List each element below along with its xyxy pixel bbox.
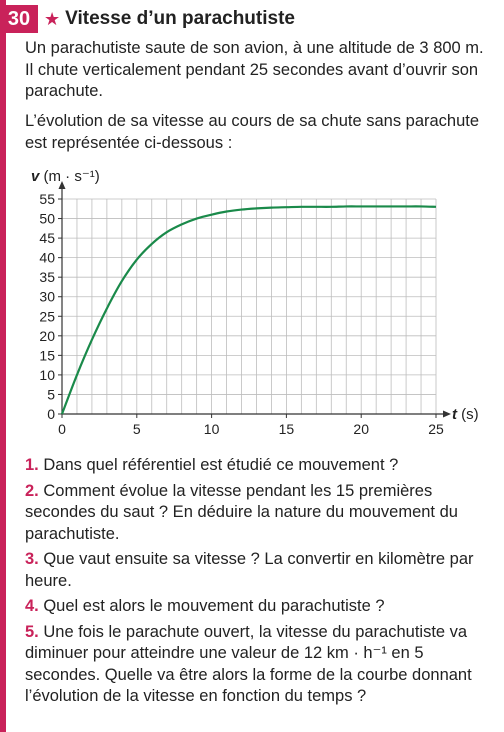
y-axis-unit: (m · s⁻¹) (39, 168, 100, 185)
x-axis-symbol: t (452, 406, 457, 423)
questions-list (25, 455, 495, 712)
question-2 (25, 481, 495, 546)
question-text: Une fois le parachute ouvert, la vitesse du parachutiste va diminuer pour atteindre une valeur de 12 km · h⁻¹ en 5 secondes. Quelle va être alors la forme de la courbe donnant l’évolution de la vitesse en fonction du temps ? (25, 622, 472, 705)
question-1 (25, 455, 495, 477)
y-tick-label: 5 (47, 386, 55, 403)
question-number: 5. (25, 622, 39, 641)
left-accent-bar (0, 0, 6, 732)
exercise-number: 30 (0, 5, 38, 33)
x-tick-label: 25 (428, 421, 444, 437)
x-axis-unit: (s) (457, 406, 479, 423)
question-number: 1. (25, 456, 39, 474)
question-number: 2. (25, 481, 39, 500)
intro-paragraph-2: L’évolution de sa vitesse au cours de sa chute sans parachute est représentée ci-dessous : (25, 112, 480, 152)
question-text: Dans quel référentiel est étudié ce mouvement ? (38, 456, 399, 474)
question-4 (25, 596, 495, 618)
y-tick-label: 45 (39, 230, 55, 247)
question-number: 3. (25, 550, 39, 568)
y-tick-label: 10 (39, 366, 55, 383)
x-tick-label: 20 (353, 421, 369, 437)
x-tick-label: 10 (203, 421, 220, 437)
exercise-title: Vitesse d’un parachutiste (65, 8, 295, 29)
star-icon: ★ (44, 8, 61, 29)
y-tick-label: 0 (47, 406, 55, 422)
y-tick-label: 30 (39, 288, 55, 305)
y-tick-label: 15 (39, 347, 55, 364)
question-text: Comment évolue la vitesse pendant les 15 premières secondes du saut ? En déduire la nature du mouvement du parachutiste. (25, 481, 458, 543)
question-5 (25, 622, 495, 708)
x-tick-label: 15 (278, 421, 295, 437)
y-tick-label: 50 (39, 210, 55, 227)
x-tick-label: 5 (132, 421, 141, 437)
y-tick-label: 35 (39, 269, 55, 286)
question-text: Quel est alors le mouvement du parachutiste ? (38, 597, 385, 615)
y-tick-label: 55 (39, 191, 55, 207)
question-text: Que vaut ensuite sa vitesse ? La convertir en kilomètre par heure. (25, 550, 474, 590)
chart-axes (59, 181, 452, 418)
y-axis-symbol: v (31, 168, 40, 185)
y-tick-labels (39, 191, 62, 422)
y-tick-label: 20 (39, 327, 55, 344)
x-axis-arrow (443, 411, 451, 418)
x-tick-label: 0 (58, 421, 66, 437)
x-tick-labels (58, 414, 444, 437)
y-axis-label (31, 168, 100, 185)
exercise-header (0, 4, 295, 34)
y-tick-label: 25 (39, 308, 55, 325)
intro-paragraph-1: Un parachutiste saute de son avion, à une altitude de 3 800 m. Il chute verticalement pendant 25 secondes avant d’ouvrir son parachute. (25, 39, 484, 100)
chart-grid (62, 199, 436, 414)
y-tick-label: 40 (39, 249, 55, 266)
question-number: 4. (25, 597, 39, 615)
velocity-chart (25, 165, 479, 450)
velocity-curve (62, 206, 436, 414)
x-axis-label (452, 406, 479, 423)
question-3 (25, 549, 495, 592)
